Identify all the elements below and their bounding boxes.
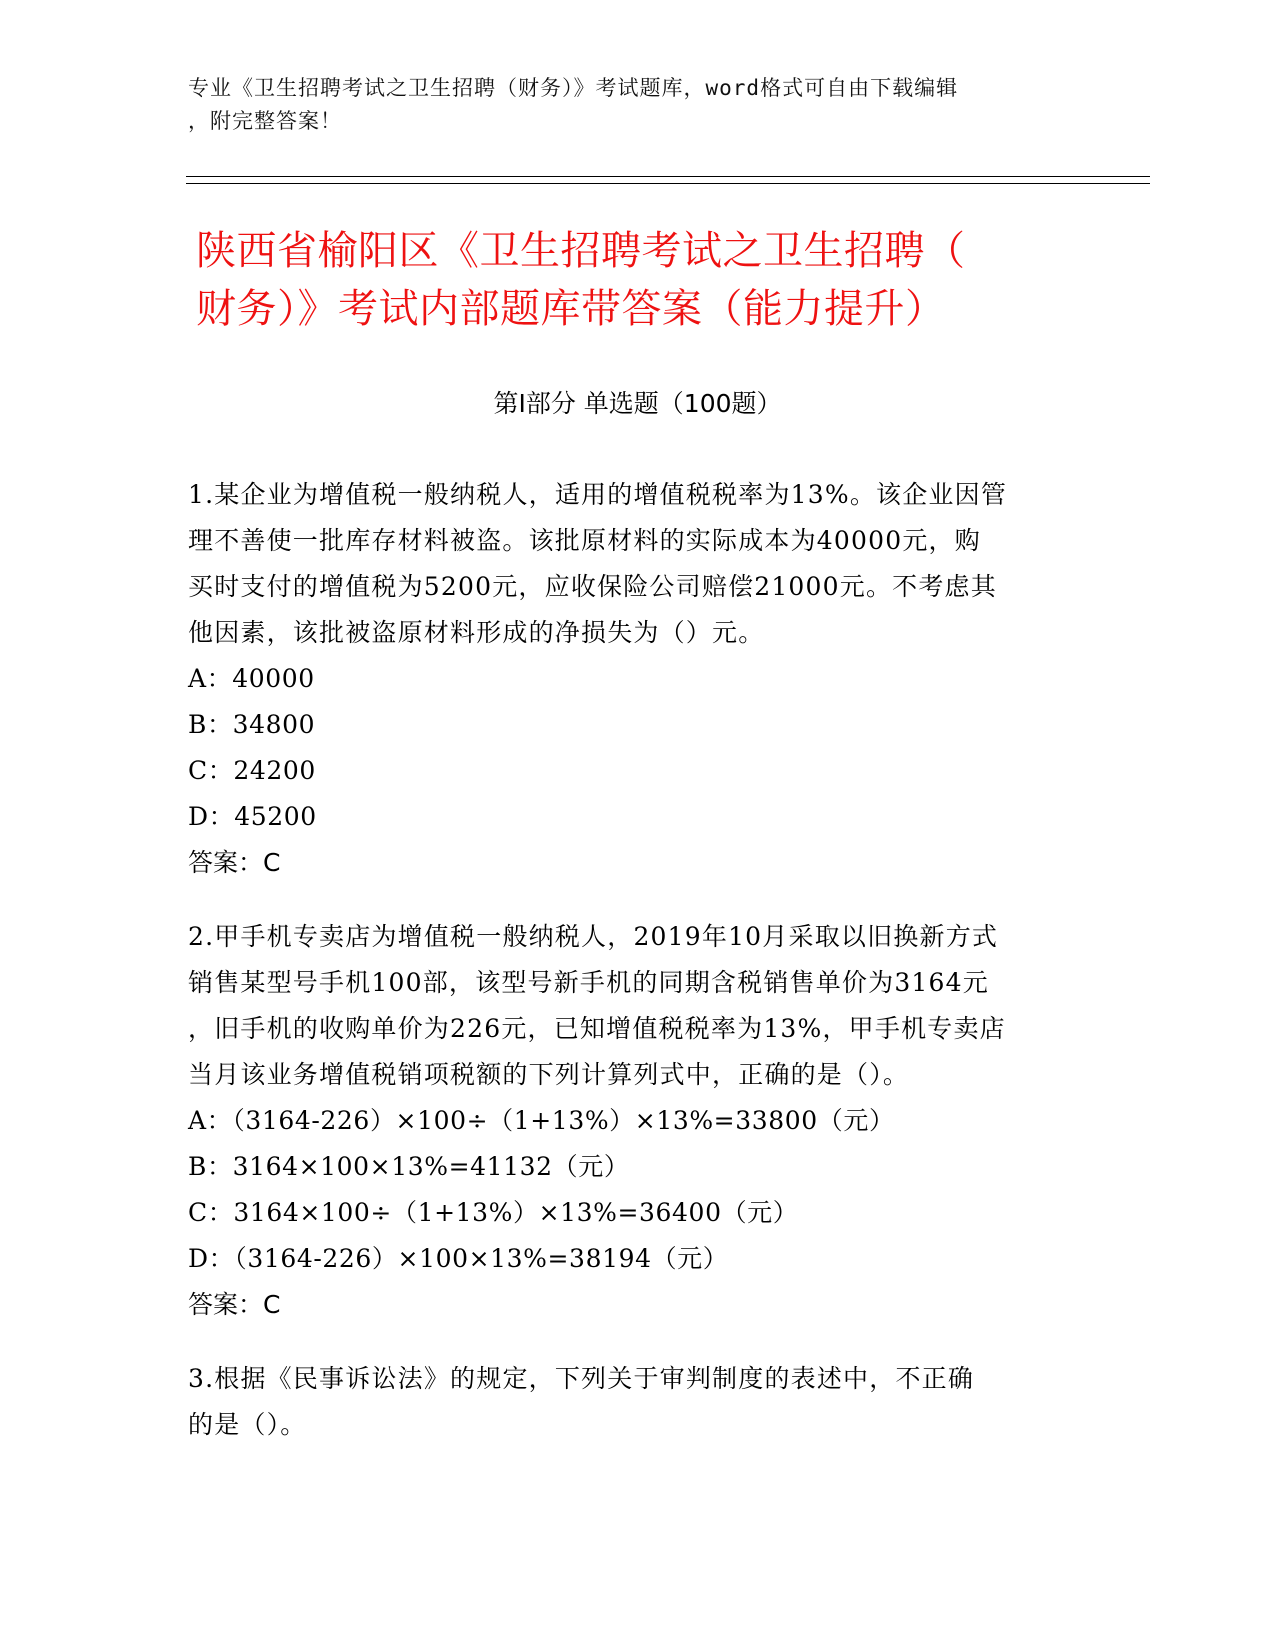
answer-label: 答案：C <box>188 1290 281 1319</box>
question-stem-line: 当月该业务增值税销项税额的下列计算列式中，正确的是（）。 <box>188 1060 910 1089</box>
question-stem-line: 买时支付的增值税为5200元，应收保险公司赔偿21000元。不考虑其 <box>188 572 997 601</box>
header-divider-top <box>186 176 1150 177</box>
header-note-line: ，附完整答案！ <box>188 109 342 133</box>
header-divider-bottom <box>186 183 1150 184</box>
header-note-line: 专业《卫生招聘考试之卫生招聘（财务）》考试题库，word格式可自由下载编辑 <box>188 76 959 100</box>
option-d: D：45200 <box>188 802 317 831</box>
option-c: C：24200 <box>188 756 316 785</box>
document-title-line: 陕西省榆阳区《卫生招聘考试之卫生招聘（ <box>196 228 966 274</box>
question-2 <box>188 914 1078 1328</box>
question-stem-line: 2.甲手机专卖店为增值税一般纳税人，2019年10月采取以旧换新方式 <box>188 922 999 951</box>
option-c: C：3164×100÷（1+13%）×13%=36400（元） <box>188 1198 799 1227</box>
question-stem-line: ，旧手机的收购单价为226元，已知增值税税率为13%，甲手机专卖店 <box>188 1014 1006 1043</box>
option-b: B：3164×100×13%=41132（元） <box>188 1152 630 1181</box>
header-note <box>188 72 1068 138</box>
option-d: D：（3164-226）×100×13%=38194（元） <box>188 1244 729 1273</box>
question-stem-line: 3.根据《民事诉讼法》的规定，下列关于审判制度的表述中，不正确 <box>188 1364 975 1393</box>
answer-label: 答案：C <box>188 848 281 877</box>
option-a: A：（3164-226）×100÷（1+13%）×13%=33800（元） <box>188 1106 895 1135</box>
document-title-line: 财务）》考试内部题库带答案（能力提升） <box>196 286 946 332</box>
option-a: A：40000 <box>188 664 315 693</box>
question-stem-line: 销售某型号手机100部，该型号新手机的同期含税销售单价为3164元 <box>188 968 989 997</box>
question-list <box>188 472 1078 1476</box>
question-3 <box>188 1356 1078 1448</box>
question-stem-line: 1.某企业为增值税一般纳税人，适用的增值税税率为13%。该企业因管 <box>188 480 1008 509</box>
document-title <box>196 222 1096 338</box>
option-b: B：34800 <box>188 710 316 739</box>
question-stem-line: 理不善使一批库存材料被盗。该批原材料的实际成本为40000元，购 <box>188 526 981 555</box>
section-heading: 第Ⅰ部分 单选题（100题） <box>493 389 782 418</box>
question-stem-line: 的是（）。 <box>188 1410 307 1439</box>
question-1 <box>188 472 1078 886</box>
question-stem-line: 他因素，该批被盗原材料形成的净损失为（）元。 <box>188 618 765 647</box>
